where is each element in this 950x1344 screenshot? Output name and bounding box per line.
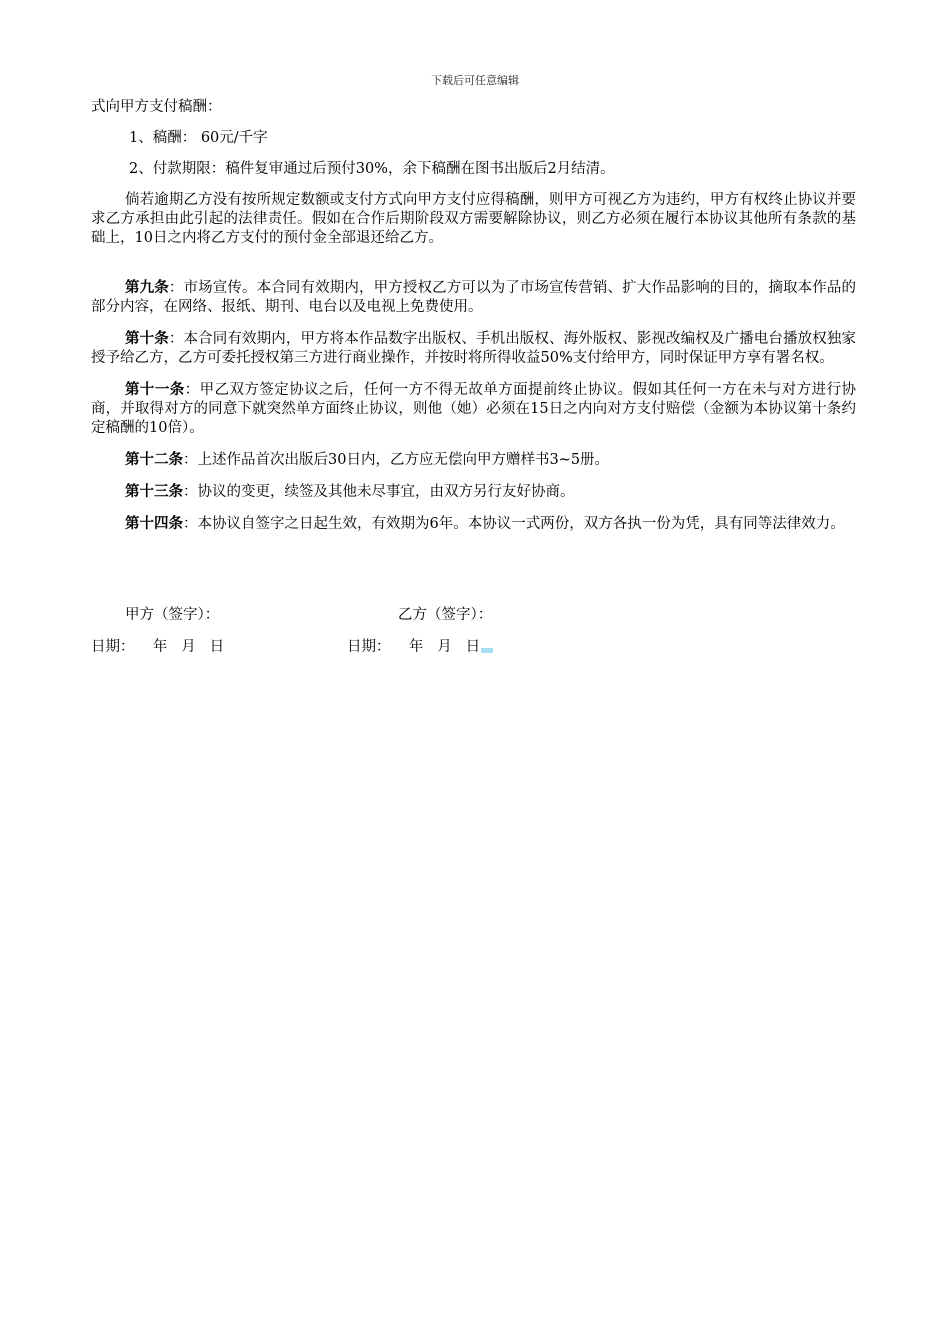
article-text: ：本协议自签字之日起生效，有效期为6年。本协议一式两份，双方各执一份为凭，具有同等法律效力。 xyxy=(183,516,845,532)
article-label: 第十四条 xyxy=(125,515,183,532)
article-text: ：协议的变更，续签及其他未尽事宜，由双方另行友好协商。 xyxy=(183,484,575,500)
breach-paragraph: 倘若逾期乙方没有按所规定数额或支付方式向甲方支付应得稿酬，则甲方可视乙方为违约，甲方有权终止协议并要求乙方承担由此引起的法律责任。假如在合作后期阶段双方需要解除协议，则乙方必须在履行本协议其他所有条款的基础上，10日之内将乙方支付的预付金全部退还给乙方。 xyxy=(91,192,856,246)
article-14 xyxy=(91,514,856,534)
signature-spacer xyxy=(91,546,856,606)
article-10 xyxy=(91,329,856,368)
article-11 xyxy=(91,380,856,438)
article-label: 第十三条 xyxy=(125,483,183,500)
highlight-mark xyxy=(481,648,493,653)
payment-term-item: 2、付款期限：稿件复审通过后预付30%，余下稿酬在图书出版后2月结清。 xyxy=(129,161,615,177)
article-label: 第十二条 xyxy=(125,451,183,468)
article-text: ：上述作品首次出版后30日内，乙方应无偿向甲方赠样书3~5册。 xyxy=(183,452,610,468)
article-text: ：市场宣传。本合同有效期内，甲方授权乙方可以为了市场宣传营销、扩大作品影响的目的，摘取本作品的部分内容，在网络、报纸、期刊、电台以及电视上免费使用。 xyxy=(91,280,857,315)
signature-row xyxy=(91,606,856,625)
article-label: 第十一条 xyxy=(125,381,185,398)
article-label: 第九条 xyxy=(125,279,169,296)
fee-rate-item: 1、稿酬： 60元/千字 xyxy=(129,130,268,146)
article-9 xyxy=(91,278,856,317)
article-13 xyxy=(91,482,856,502)
article-label: 第十条 xyxy=(125,330,169,347)
intro-line: 式向甲方支付稿酬： xyxy=(91,99,222,115)
article-text: ：本合同有效期内，甲方将本作品数字出版权、手机出版权、海外版权、影视改编权及广播电台播放权独家授予给乙方，乙方可委托授权第三方进行商业操作，并按时将所得收益50%支付给甲方，同时保证甲方享有署名权。 xyxy=(91,331,857,366)
party-b-signature: 乙方（签字）： xyxy=(398,607,493,623)
party-b-date: 日期： 年 月 日 xyxy=(347,639,481,655)
page-header: 下载后可任意编辑 xyxy=(431,74,519,87)
article-12 xyxy=(91,450,856,470)
party-a-date: 日期： 年 月 日 xyxy=(91,639,225,655)
article-text: ：甲乙双方签定协议之后，任何一方不得无故单方面提前终止协议。假如其任何一方在未与对方进行协商，并取得对方的同意下就突然单方面终止协议，则他（她）必须在15日之内向对方支付赔偿（金额为本协议第十条约定稿酬的10倍）。 xyxy=(91,382,857,436)
date-row xyxy=(91,638,856,657)
party-b-date-wrap xyxy=(347,638,493,657)
paragraph-gap xyxy=(91,260,856,278)
document-body xyxy=(91,98,856,657)
party-a-signature: 甲方（签字）： xyxy=(125,607,220,623)
